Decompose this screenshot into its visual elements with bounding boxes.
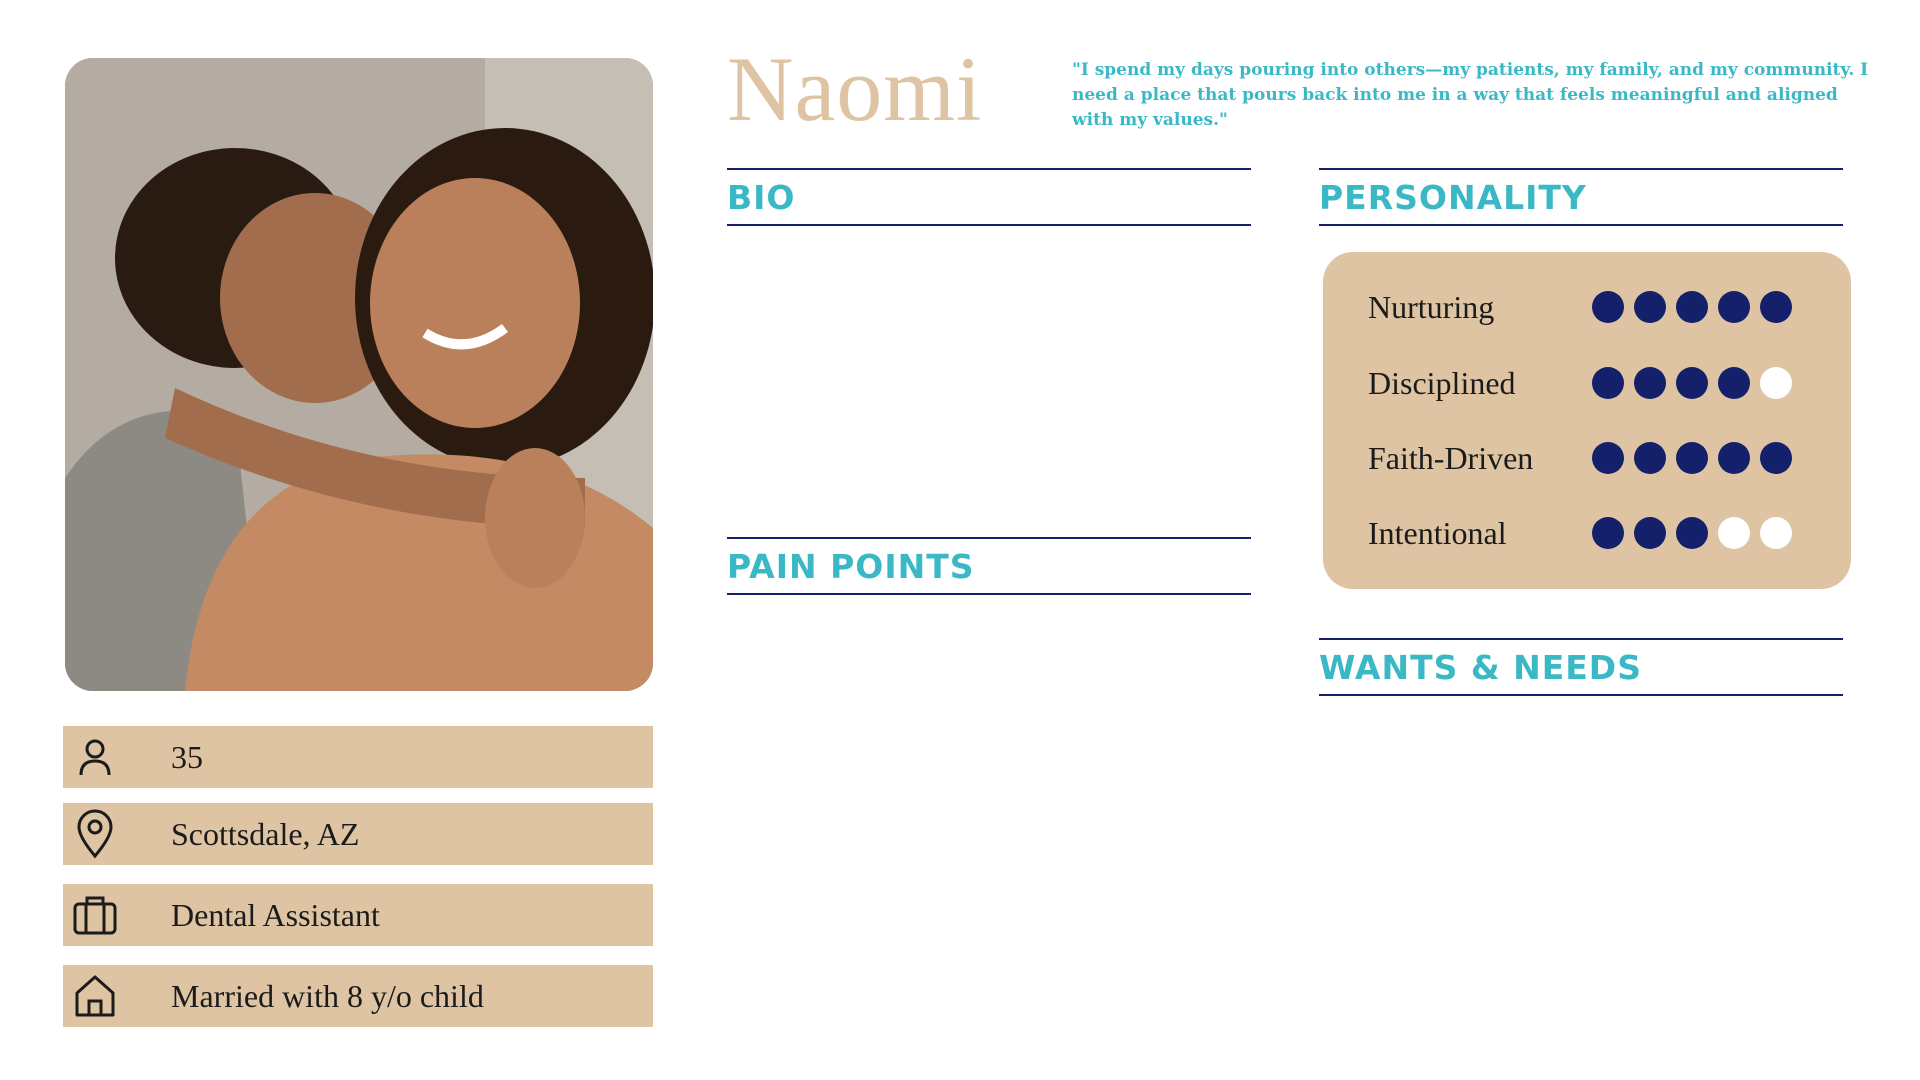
rating-dot-filled (1676, 367, 1708, 399)
age-row (63, 726, 653, 788)
persona-photo (65, 58, 653, 691)
trait-row (1368, 433, 1808, 483)
bio-section-header (727, 168, 1251, 226)
location-pin-icon (65, 803, 125, 865)
bio-heading: BIO (727, 177, 796, 217)
trait-rating (1592, 367, 1792, 399)
trait-row (1368, 358, 1808, 408)
rating-dot-filled (1634, 291, 1666, 323)
family-row (63, 965, 653, 1027)
rating-dot-filled (1592, 517, 1624, 549)
rating-dot-filled (1760, 291, 1792, 323)
location-row (63, 803, 653, 865)
location-text: Scottsdale, AZ (171, 815, 360, 852)
rating-dot-filled (1634, 442, 1666, 474)
occupation-text: Dental Assistant (171, 896, 380, 933)
trait-label: Intentional (1368, 514, 1507, 551)
persona-quote: "I spend my days pouring into others—my patients, my family, and my community. I need a place that pours back into me in a way that feels meaningful and aligned with my values." (1072, 60, 1869, 130)
pain-points-section-header (727, 537, 1251, 595)
wants-needs-section-header (1319, 638, 1843, 696)
rating-dot-filled (1760, 442, 1792, 474)
trait-label: Faith-Driven (1368, 439, 1534, 476)
occupation-row (63, 884, 653, 946)
rating-dot-filled (1718, 367, 1750, 399)
rating-dot-filled (1676, 442, 1708, 474)
pain-points-heading: PAIN POINTS (727, 546, 975, 586)
wants-needs-heading: WANTS & NEEDS (1319, 647, 1642, 687)
rating-dot-filled (1676, 291, 1708, 323)
rating-dot-filled (1634, 367, 1666, 399)
trait-rating (1592, 517, 1792, 549)
rating-dot-filled (1634, 517, 1666, 549)
rating-dot-filled (1592, 367, 1624, 399)
rating-dot-empty (1760, 517, 1792, 549)
trait-rating (1592, 442, 1792, 474)
personality-card (1323, 252, 1851, 589)
personality-heading: PERSONALITY (1319, 177, 1587, 217)
persona-name: Naomi (727, 38, 983, 140)
personality-section-header (1319, 168, 1843, 226)
rating-dot-filled (1592, 291, 1624, 323)
rating-dot-filled (1676, 517, 1708, 549)
trait-rating (1592, 291, 1792, 323)
trait-label: Disciplined (1368, 364, 1516, 401)
rating-dot-empty (1760, 367, 1792, 399)
rating-dot-empty (1718, 517, 1750, 549)
family-text: Married with 8 y/o child (171, 977, 484, 1014)
rating-dot-filled (1718, 442, 1750, 474)
trait-row (1368, 508, 1808, 558)
rating-dot-filled (1718, 291, 1750, 323)
person-icon (65, 726, 125, 788)
age-text: 35 (171, 738, 203, 775)
trait-row (1368, 282, 1808, 332)
rating-dot-filled (1592, 442, 1624, 474)
home-icon (65, 965, 125, 1027)
briefcase-icon (65, 884, 125, 946)
trait-label: Nurturing (1368, 288, 1495, 325)
